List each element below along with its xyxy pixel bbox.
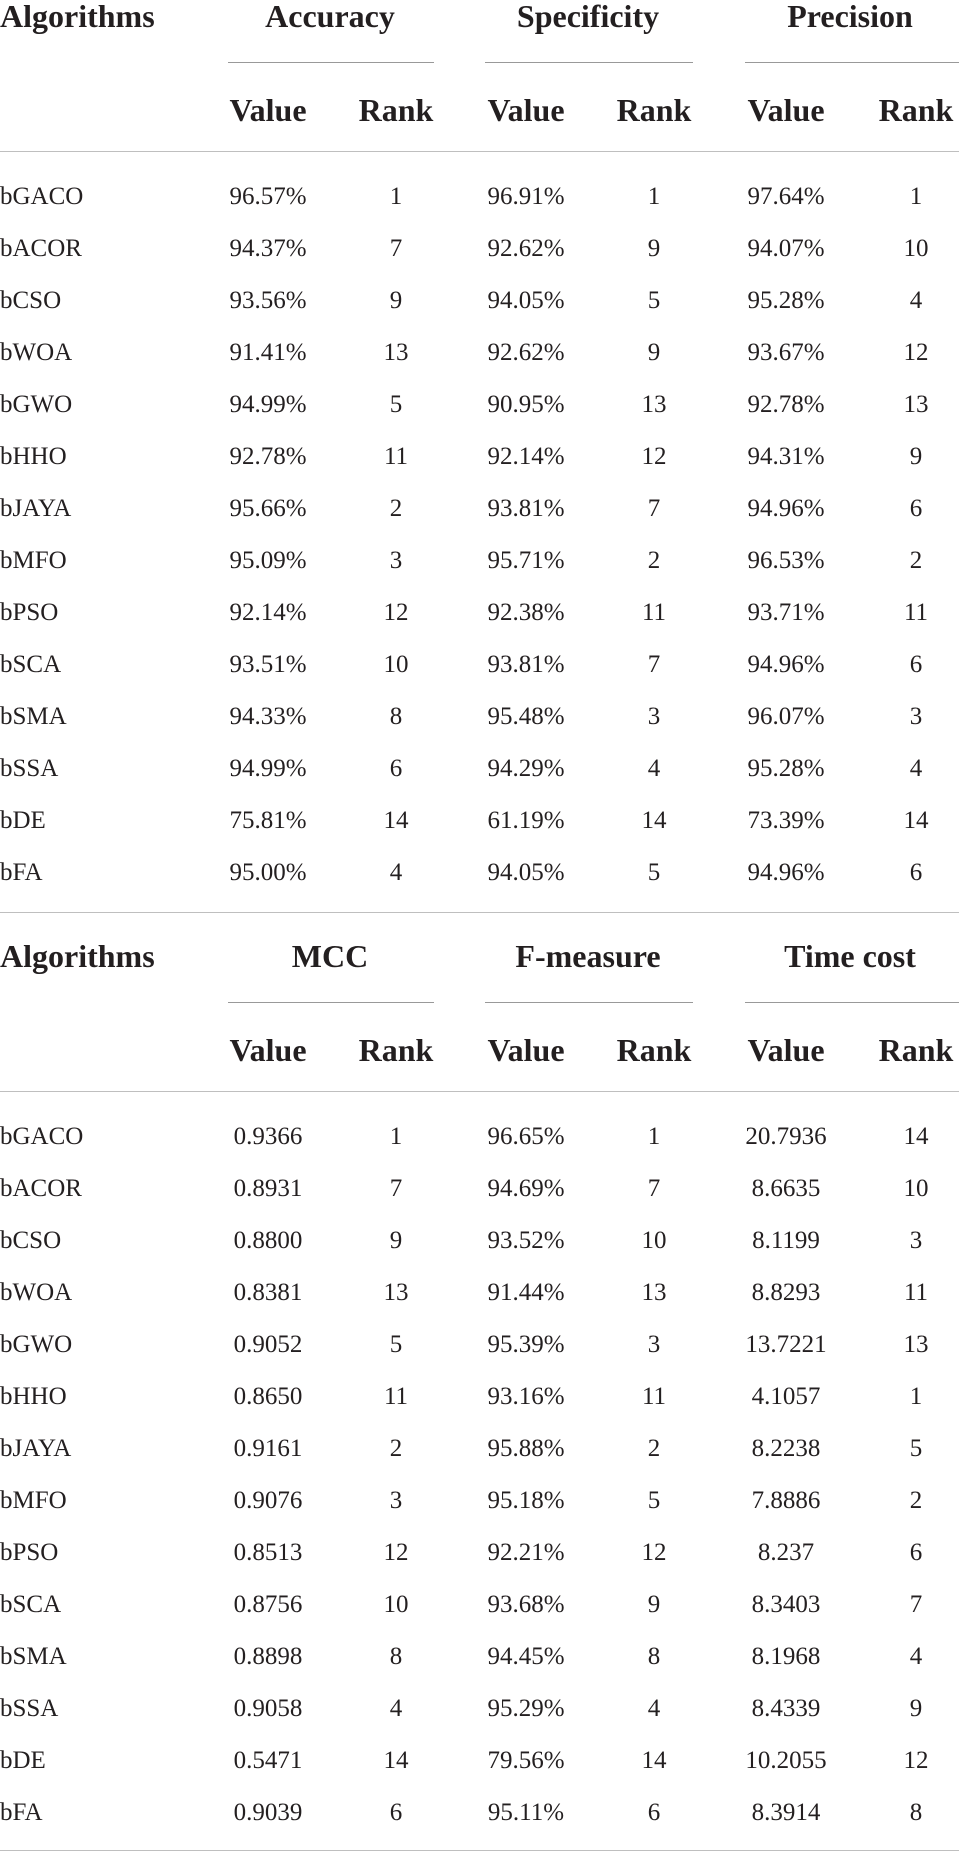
value-cell: 94.07%: [747, 235, 825, 262]
rank-cell: 9: [909, 443, 923, 470]
rank-cell: 12: [641, 1539, 667, 1566]
rank-cell: 6: [909, 651, 923, 678]
rank-cell: 5: [909, 1435, 923, 1462]
rank-cell: 9: [909, 1695, 923, 1722]
rank-cell: 3: [389, 547, 403, 574]
column-group-header: Specificity: [516, 0, 660, 34]
algorithm-name: bSMA: [0, 703, 67, 730]
value-cell: 94.69%: [487, 1175, 565, 1202]
table-bottom-rule: [0, 912, 959, 913]
rank-cell: 11: [383, 443, 409, 470]
value-cell: 92.38%: [487, 599, 565, 626]
rank-cell: 13: [903, 391, 929, 418]
algorithms-header: Algorithms: [0, 938, 155, 974]
table-row: [0, 1280, 959, 1332]
value-cell: 93.52%: [487, 1227, 565, 1254]
value-cell: 93.71%: [747, 599, 825, 626]
value-cell: 94.37%: [229, 235, 307, 262]
rank-cell: 8: [647, 1643, 661, 1670]
rank-cell: 2: [909, 1487, 923, 1514]
algorithm-name: bACOR: [0, 1175, 82, 1202]
algorithm-name: bGWO: [0, 391, 73, 418]
value-cell: 91.41%: [229, 339, 307, 366]
algorithm-name: bSMA: [0, 1643, 67, 1670]
algorithm-name: bSCA: [0, 1591, 62, 1618]
column-group-header: Precision: [787, 0, 913, 34]
value-cell: 95.71%: [487, 547, 565, 574]
rank-cell: 6: [389, 1799, 403, 1826]
rank-cell: 14: [903, 807, 929, 834]
value-cell: 94.99%: [229, 755, 307, 782]
rank-cell: 2: [647, 547, 661, 574]
value-cell: 92.78%: [747, 391, 825, 418]
value-cell: 93.67%: [747, 339, 825, 366]
table-row: [0, 756, 959, 808]
group-underline: [485, 1002, 693, 1003]
rank-subheader: Rank: [616, 1032, 692, 1068]
table-row: [0, 392, 959, 444]
table-bottom-rule: [0, 1850, 959, 1851]
rank-cell: 2: [389, 1435, 403, 1462]
value-cell: 93.51%: [229, 651, 307, 678]
rank-cell: 5: [647, 1487, 661, 1514]
rank-cell: 12: [641, 443, 667, 470]
value-cell: 94.99%: [229, 391, 307, 418]
value-subheader: Value: [487, 92, 565, 128]
table-row: [0, 1488, 959, 1540]
rank-cell: 7: [647, 651, 661, 678]
table-row: [0, 288, 959, 340]
value-cell: 94.96%: [747, 859, 825, 886]
rank-cell: 1: [909, 1383, 923, 1410]
rank-cell: 13: [383, 339, 409, 366]
value-cell: 8.4339: [751, 1695, 821, 1722]
value-cell: 0.9052: [233, 1331, 303, 1358]
rank-cell: 5: [389, 391, 403, 418]
rank-cell: 11: [903, 1279, 929, 1306]
rank-cell: 12: [903, 1747, 929, 1774]
table-row: [0, 236, 959, 288]
table-row: [0, 1228, 959, 1280]
rank-cell: 5: [389, 1331, 403, 1358]
value-cell: 0.9161: [233, 1435, 303, 1462]
rank-cell: 3: [647, 1331, 661, 1358]
table-row: [0, 1696, 959, 1748]
table-row: [0, 1384, 959, 1436]
rank-cell: 14: [903, 1123, 929, 1150]
value-cell: 96.65%: [487, 1123, 565, 1150]
table-row: [0, 548, 959, 600]
rank-cell: 6: [909, 1539, 923, 1566]
value-cell: 95.39%: [487, 1331, 565, 1358]
rank-cell: 5: [647, 287, 661, 314]
table-row: [0, 600, 959, 652]
rank-cell: 4: [909, 1643, 923, 1670]
table-row: [0, 340, 959, 392]
value-subheader: Value: [747, 1032, 825, 1068]
value-cell: 94.29%: [487, 755, 565, 782]
rank-cell: 3: [647, 703, 661, 730]
value-cell: 94.96%: [747, 651, 825, 678]
rank-cell: 1: [389, 183, 403, 210]
value-cell: 10.2055: [745, 1747, 827, 1774]
value-cell: 8.2238: [751, 1435, 821, 1462]
algorithm-name: bSSA: [0, 1695, 59, 1722]
value-cell: 95.09%: [229, 547, 307, 574]
value-cell: 8.6635: [751, 1175, 821, 1202]
value-cell: 79.56%: [487, 1747, 565, 1774]
value-cell: 95.00%: [229, 859, 307, 886]
rank-cell: 13: [641, 391, 667, 418]
value-cell: 8.3914: [751, 1799, 821, 1826]
value-cell: 95.66%: [229, 495, 307, 522]
value-cell: 0.8756: [233, 1591, 303, 1618]
value-cell: 95.18%: [487, 1487, 565, 1514]
rank-cell: 6: [647, 1799, 661, 1826]
rank-cell: 1: [389, 1123, 403, 1150]
value-cell: 0.8931: [233, 1175, 303, 1202]
group-underline: [745, 62, 959, 63]
algorithm-name: bWOA: [0, 1279, 73, 1306]
value-cell: 73.39%: [747, 807, 825, 834]
rank-cell: 10: [641, 1227, 667, 1254]
column-group-header: Accuracy: [265, 0, 395, 34]
value-cell: 92.78%: [229, 443, 307, 470]
table-row: [0, 1332, 959, 1384]
rank-cell: 13: [641, 1279, 667, 1306]
rank-cell: 7: [389, 235, 403, 262]
value-cell: 93.81%: [487, 495, 565, 522]
algorithm-name: bMFO: [0, 1487, 67, 1514]
rank-subheader: Rank: [358, 92, 434, 128]
algorithm-name: bGWO: [0, 1331, 73, 1358]
algorithm-name: bJAYA: [0, 1435, 72, 1462]
rank-cell: 11: [903, 599, 929, 626]
value-cell: 94.05%: [487, 287, 565, 314]
value-cell: 92.62%: [487, 235, 565, 262]
algorithm-name: bFA: [0, 859, 43, 886]
value-cell: 92.14%: [487, 443, 565, 470]
value-cell: 94.96%: [747, 495, 825, 522]
rank-cell: 10: [383, 651, 409, 678]
rank-cell: 9: [647, 1591, 661, 1618]
algorithm-name: bPSO: [0, 1539, 59, 1566]
value-cell: 0.8898: [233, 1643, 303, 1670]
value-cell: 95.28%: [747, 755, 825, 782]
rank-cell: 7: [909, 1591, 923, 1618]
group-underline: [228, 62, 434, 63]
value-cell: 95.48%: [487, 703, 565, 730]
value-cell: 0.9076: [233, 1487, 303, 1514]
rank-cell: 4: [389, 1695, 403, 1722]
rank-cell: 9: [389, 1227, 403, 1254]
table-row: [0, 1176, 959, 1228]
algorithm-name: bDE: [0, 1747, 46, 1774]
rank-cell: 4: [389, 859, 403, 886]
group-underline: [485, 62, 693, 63]
value-cell: 94.45%: [487, 1643, 565, 1670]
value-cell: 13.7221: [745, 1331, 827, 1358]
rank-cell: 4: [647, 1695, 661, 1722]
rank-cell: 12: [383, 1539, 409, 1566]
value-subheader: Value: [229, 92, 307, 128]
algorithm-name: bSSA: [0, 755, 59, 782]
rank-cell: 10: [383, 1591, 409, 1618]
value-cell: 96.57%: [229, 183, 307, 210]
rank-cell: 5: [647, 859, 661, 886]
column-group-header: Time cost: [784, 938, 916, 974]
rank-cell: 4: [909, 755, 923, 782]
table-row: [0, 184, 959, 236]
rank-cell: 2: [647, 1435, 661, 1462]
rank-cell: 8: [909, 1799, 923, 1826]
rank-cell: 9: [389, 287, 403, 314]
group-underline: [745, 1002, 959, 1003]
algorithm-name: bGACO: [0, 1123, 84, 1150]
value-cell: 0.5471: [233, 1747, 303, 1774]
rank-cell: 3: [389, 1487, 403, 1514]
table-row: [0, 444, 959, 496]
rank-cell: 9: [647, 235, 661, 262]
value-cell: 8.3403: [751, 1591, 821, 1618]
rank-cell: 14: [383, 807, 409, 834]
rank-cell: 2: [909, 547, 923, 574]
value-cell: 0.8381: [233, 1279, 303, 1306]
table-row: [0, 704, 959, 756]
rank-cell: 1: [909, 183, 923, 210]
algorithm-name: bJAYA: [0, 495, 72, 522]
table-row: [0, 1748, 959, 1800]
algorithm-name: bDE: [0, 807, 46, 834]
rank-cell: 8: [389, 1643, 403, 1670]
value-cell: 75.81%: [229, 807, 307, 834]
table-row: [0, 860, 959, 912]
value-subheader: Value: [487, 1032, 565, 1068]
value-subheader: Value: [747, 92, 825, 128]
rank-cell: 8: [389, 703, 403, 730]
value-cell: 93.56%: [229, 287, 307, 314]
column-group-header: MCC: [291, 938, 369, 974]
value-cell: 94.33%: [229, 703, 307, 730]
table-row: [0, 1124, 959, 1176]
rank-cell: 7: [647, 495, 661, 522]
value-cell: 96.53%: [747, 547, 825, 574]
value-cell: 20.7936: [745, 1123, 827, 1150]
value-cell: 8.1199: [752, 1227, 820, 1254]
value-cell: 94.31%: [747, 443, 825, 470]
table-row: [0, 1644, 959, 1696]
rank-cell: 6: [909, 859, 923, 886]
rank-cell: 2: [389, 495, 403, 522]
value-cell: 0.9039: [233, 1799, 303, 1826]
rank-cell: 12: [383, 599, 409, 626]
rank-subheader: Rank: [358, 1032, 434, 1068]
table-row: [0, 1540, 959, 1592]
group-underline: [228, 1002, 434, 1003]
rank-cell: 13: [383, 1279, 409, 1306]
value-cell: 0.9058: [233, 1695, 303, 1722]
algorithm-name: bHHO: [0, 443, 67, 470]
value-cell: 97.64%: [747, 183, 825, 210]
value-cell: 7.8886: [751, 1487, 821, 1514]
value-cell: 96.91%: [487, 183, 565, 210]
value-subheader: Value: [229, 1032, 307, 1068]
value-cell: 0.9366: [233, 1123, 303, 1150]
rank-cell: 14: [383, 1747, 409, 1774]
rank-cell: 9: [647, 339, 661, 366]
rank-cell: 13: [903, 1331, 929, 1358]
rank-cell: 14: [641, 1747, 667, 1774]
rank-cell: 4: [909, 287, 923, 314]
algorithms-header: Algorithms: [0, 0, 155, 34]
value-cell: 61.19%: [487, 807, 565, 834]
value-cell: 4.1057: [751, 1383, 821, 1410]
rank-cell: 7: [647, 1175, 661, 1202]
rank-cell: 10: [903, 1175, 929, 1202]
rank-cell: 11: [383, 1383, 409, 1410]
value-cell: 92.14%: [229, 599, 307, 626]
rank-cell: 12: [903, 339, 929, 366]
header-divider: [0, 1091, 959, 1092]
table-row: [0, 496, 959, 548]
value-cell: 93.16%: [487, 1383, 565, 1410]
value-cell: 95.11%: [487, 1799, 565, 1826]
value-cell: 0.8513: [233, 1539, 303, 1566]
value-cell: 8.237: [757, 1539, 815, 1566]
value-cell: 95.29%: [487, 1695, 565, 1722]
algorithm-name: bCSO: [0, 287, 62, 314]
rank-cell: 11: [641, 599, 667, 626]
table-row: [0, 808, 959, 860]
table-row: [0, 652, 959, 704]
table-row: [0, 1436, 959, 1488]
value-cell: 96.07%: [747, 703, 825, 730]
value-cell: 92.62%: [487, 339, 565, 366]
column-group-header: F-measure: [515, 938, 661, 974]
rank-cell: 6: [909, 495, 923, 522]
value-cell: 91.44%: [487, 1279, 565, 1306]
algorithm-name: bWOA: [0, 339, 73, 366]
rank-cell: 3: [909, 703, 923, 730]
rank-subheader: Rank: [878, 92, 954, 128]
rank-cell: 7: [389, 1175, 403, 1202]
rank-cell: 1: [647, 1123, 661, 1150]
value-cell: 95.28%: [747, 287, 825, 314]
header-divider: [0, 151, 959, 152]
value-cell: 93.68%: [487, 1591, 565, 1618]
rank-cell: 10: [903, 235, 929, 262]
algorithm-name: bHHO: [0, 1383, 67, 1410]
value-cell: 92.21%: [487, 1539, 565, 1566]
rank-cell: 6: [389, 755, 403, 782]
rank-cell: 11: [641, 1383, 667, 1410]
algorithm-name: bCSO: [0, 1227, 62, 1254]
value-cell: 95.88%: [487, 1435, 565, 1462]
algorithm-name: bGACO: [0, 183, 84, 210]
rank-cell: 14: [641, 807, 667, 834]
table-row: [0, 1800, 959, 1852]
table-row: [0, 1592, 959, 1644]
algorithm-name: bMFO: [0, 547, 67, 574]
value-cell: 94.05%: [487, 859, 565, 886]
rank-cell: 4: [647, 755, 661, 782]
algorithm-name: bSCA: [0, 651, 62, 678]
rank-cell: 1: [647, 183, 661, 210]
rank-subheader: Rank: [878, 1032, 954, 1068]
value-cell: 90.95%: [487, 391, 565, 418]
value-cell: 8.8293: [751, 1279, 821, 1306]
value-cell: 8.1968: [751, 1643, 821, 1670]
rank-subheader: Rank: [616, 92, 692, 128]
algorithm-name: bPSO: [0, 599, 59, 626]
value-cell: 93.81%: [487, 651, 565, 678]
algorithm-name: bACOR: [0, 235, 82, 262]
rank-cell: 3: [909, 1227, 923, 1254]
algorithm-name: bFA: [0, 1799, 43, 1826]
value-cell: 0.8650: [233, 1383, 303, 1410]
value-cell: 0.8800: [233, 1227, 303, 1254]
